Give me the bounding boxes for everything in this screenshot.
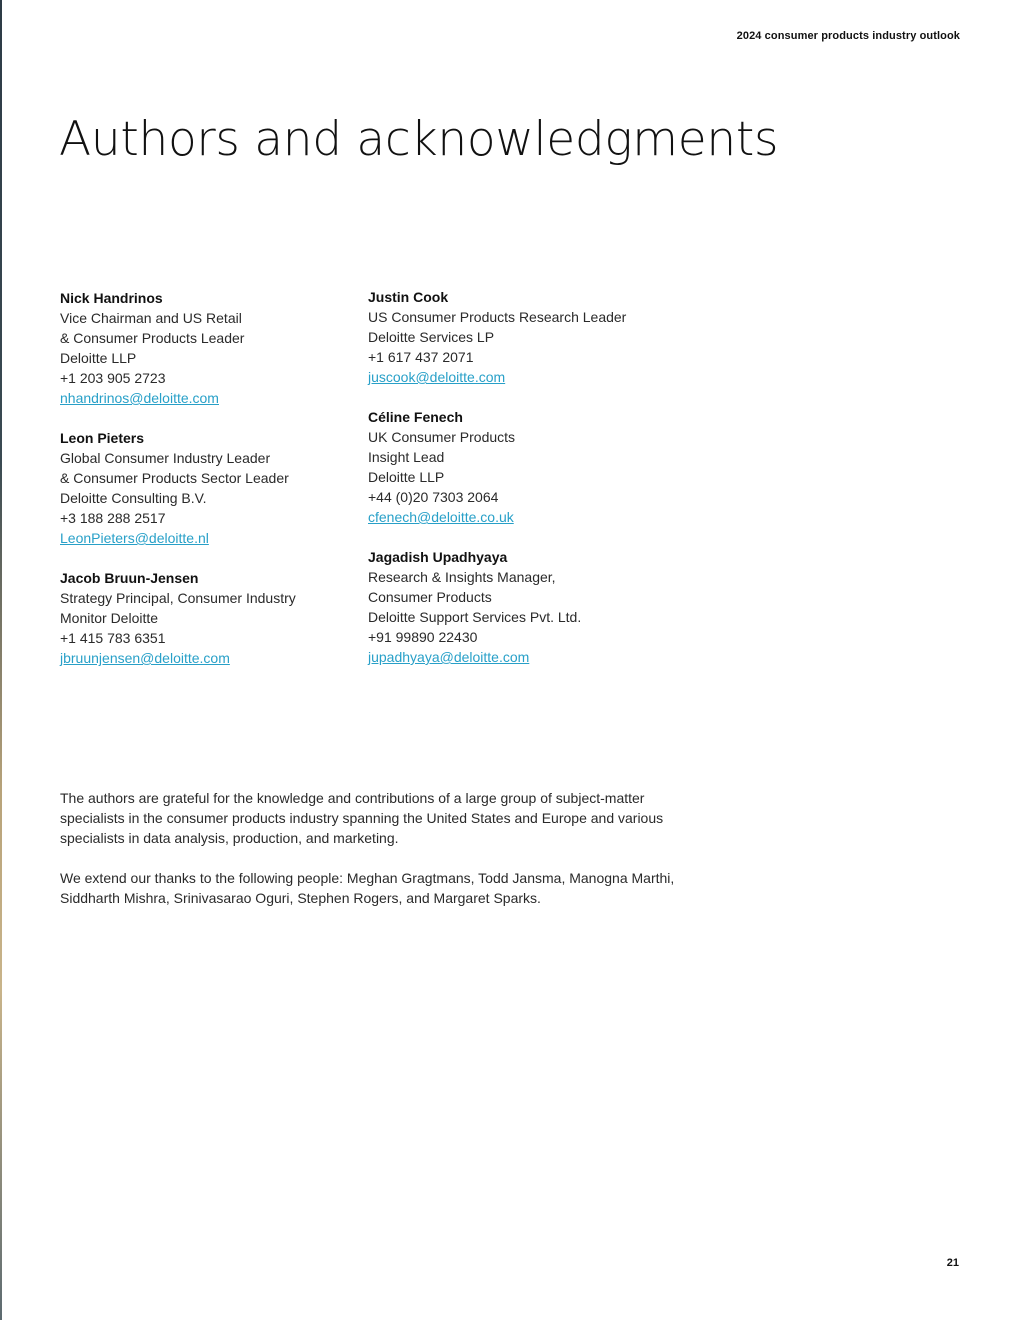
author-name: Leon Pieters [60,430,145,446]
author-name: Jagadish Upadhyaya [368,549,508,565]
acknowledgment-paragraph: The authors are grateful for the knowledge and contributions of a large group of subject-matter specialists in the consumer products industry spanning the United States and Europe and various specialists in data analysis, production, and marketing. [60,790,664,846]
author-detail: Research & Insights Manager, [368,569,556,585]
author-detail: UK Consumer Products [368,429,516,445]
author-detail: Strategy Principal, Consumer Industry [60,590,296,606]
author-detail: Consumer Products [368,589,492,605]
author-detail: Deloitte Consulting B.V. [60,490,207,506]
authors-right-column [368,287,668,687]
author-card [60,428,360,548]
author-email-link[interactable]: cfenech@deloitte.co.uk [368,509,514,525]
author-card [368,287,668,387]
author-name: Justin Cook [368,289,449,305]
page-number: 21 [946,1257,959,1269]
author-phone: +44 (0)20 7303 2064 [368,489,499,505]
acknowledgment-paragraph: We extend our thanks to the following people: Meghan Gragtmans, Todd Jansma, Manogna Marthi, Siddharth Mishra, Srinivasarao Oguri, Stephen Rogers, and Margaret Sparks. [60,870,675,906]
author-phone: +91 99890 22430 [368,629,478,645]
author-email-link[interactable]: nhandrinos@deloitte.com [60,390,219,406]
author-detail: Vice Chairman and US Retail [60,310,242,326]
author-phone: +1 617 437 2071 [368,349,474,365]
author-detail: Deloitte LLP [60,350,137,366]
author-detail: Deloitte Support Services Pvt. Ltd. [368,609,582,625]
author-detail: Insight Lead [368,449,445,465]
author-name: Jacob Bruun-Jensen [60,570,199,586]
author-detail: Deloitte Services LP [368,329,495,345]
author-detail: & Consumer Products Leader [60,330,245,346]
author-card [60,568,360,668]
acknowledgments-section [60,788,700,928]
author-detail: Monitor Deloitte [60,610,159,626]
author-card [368,547,668,667]
author-detail: US Consumer Products Research Leader [368,309,627,325]
author-detail: Deloitte LLP [368,469,445,485]
author-email-link[interactable]: jbruunjensen@deloitte.com [60,650,230,666]
author-detail: & Consumer Products Sector Leader [60,470,289,486]
page-title: Authors and acknowledgments [59,112,779,167]
author-card [60,288,360,408]
author-card [368,407,668,527]
author-detail: Global Consumer Industry Leader [60,450,271,466]
author-phone: +1 203 905 2723 [60,370,166,386]
author-name: Nick Handrinos [60,290,163,306]
author-phone: +1 415 783 6351 [60,630,166,646]
running-header: 2024 consumer products industry outlook [736,30,960,42]
authors-left-column [60,288,360,688]
author-email-link[interactable]: jupadhyaya@deloitte.com [368,649,530,665]
author-phone: +3 188 288 2517 [60,510,166,526]
author-name: Céline Fenech [368,409,463,425]
page-edge-strip [0,0,2,1320]
author-email-link[interactable]: juscook@deloitte.com [368,369,506,385]
author-email-link[interactable]: LeonPieters@deloitte.nl [60,530,209,546]
